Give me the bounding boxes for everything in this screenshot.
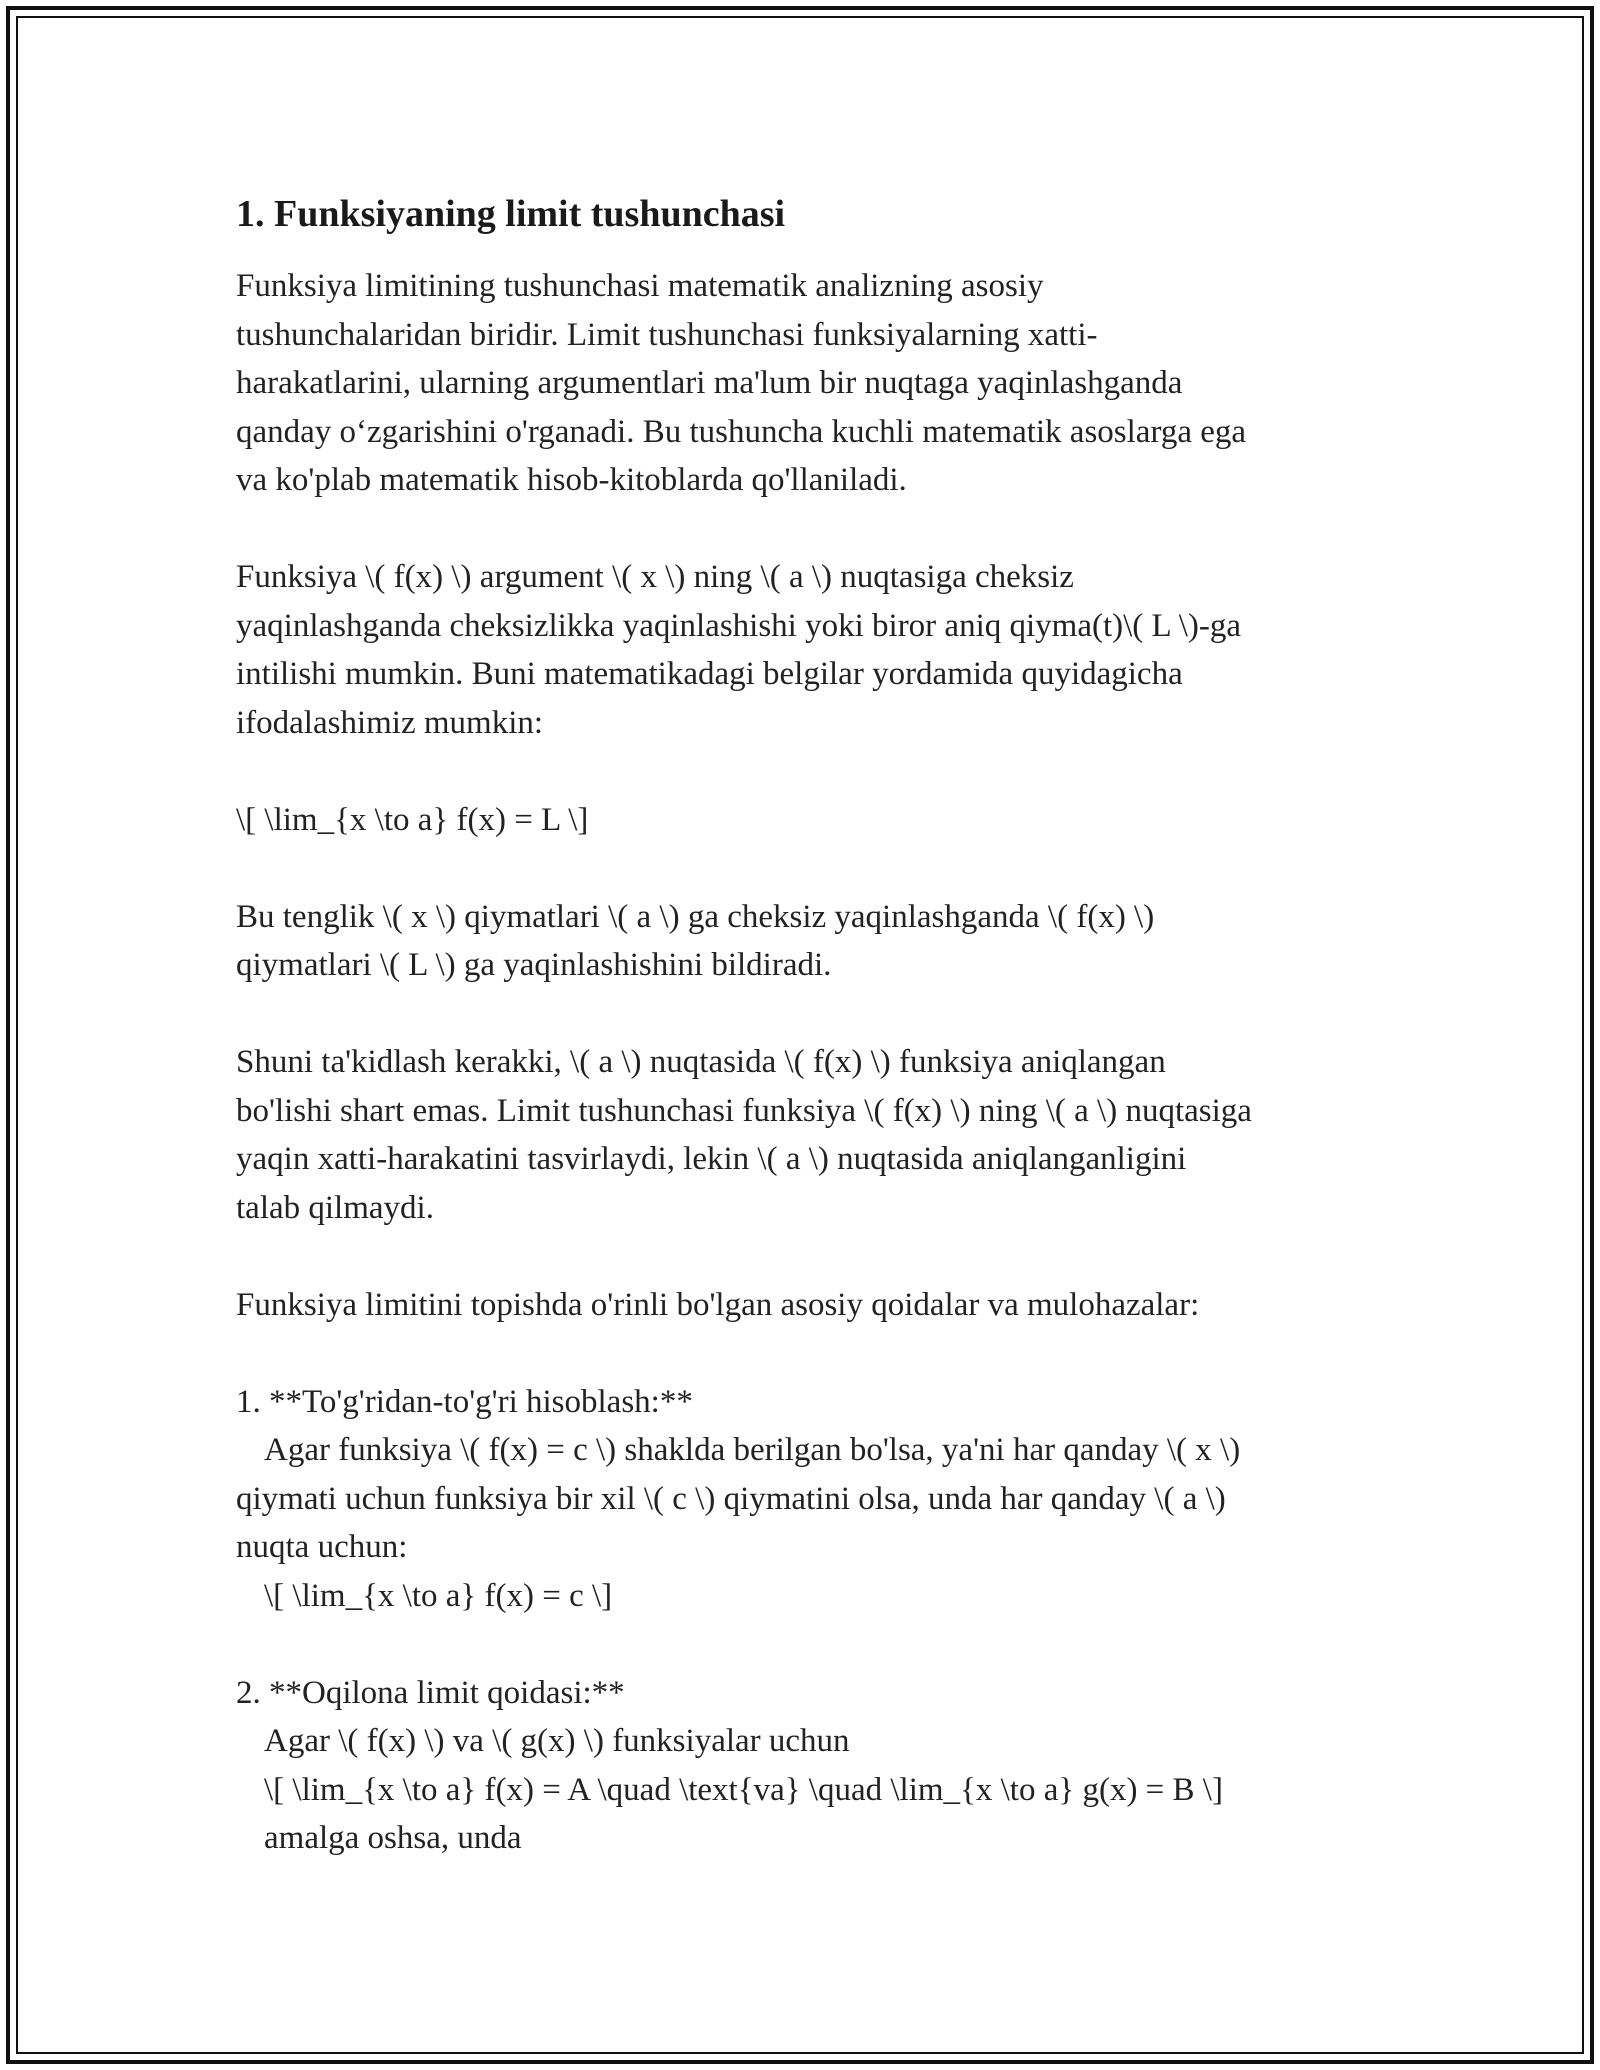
- text-line: Agar funksiya \( f(x) = c \) shakldа berilgan bo'lsa, ya'ni har qanday \( x \): [264, 1432, 1241, 1468]
- text-line: bo'lishi shart emas. Limit tushunchasi funksiya \( f(x) \) ning \( a \) nuqtasiga: [236, 1092, 1252, 1129]
- paragraph-rules-intro: [236, 1281, 1376, 1330]
- list-item-reasonable-limit-rule: [236, 1669, 1376, 1863]
- list-item-title: 1. **To'g'ridan-to'g'ri hisoblash:**: [236, 1383, 693, 1420]
- paragraph-definition: [236, 553, 1376, 747]
- text-line: Funksiya limitining tushunchasi matematik analizning asosiy: [236, 268, 1044, 304]
- text-line: yaqin xatti-harakatini tasvirlaydi, lekin \( a \) nuqtasida aniqlanganligini: [236, 1141, 1187, 1177]
- formula-line: \[ \lim_{x \to a} f(x) = c \]: [264, 1577, 613, 1614]
- text-line: yaqinlashganda cheksizlikka yaqinlashishi yoki biror aniq qiyma(t)\( L \)-ga: [236, 607, 1242, 644]
- text-line: tushunchalaridan biridir. Limit tushunchasi funksiyalarning xatti-: [236, 316, 1098, 353]
- text-line: intilishi mumkin. Buni matematikadagi belgilar yordamida quyidagicha: [236, 656, 1183, 692]
- formula-limit: [236, 796, 1376, 845]
- list-item-title: 2. **Oqilona limit qoidasi:**: [236, 1674, 625, 1711]
- document-body: [236, 186, 1376, 1911]
- text-line: talab qilmaydi.: [236, 1189, 434, 1226]
- paragraph-note: [236, 1038, 1376, 1232]
- text-line: amalga oshsa, unda: [264, 1820, 522, 1856]
- text-line: Shuni ta'kidlash kerakki, \( a \) nuqtasida \( f(x) \) funksiya aniqlangan: [236, 1044, 1166, 1080]
- text-line: qanday o‘zgarishini o'rganadi. Bu tushuncha kuchli matematik asoslarga ega: [236, 413, 1247, 450]
- text-line: harakatlarini, ularning argumentlari ma'lum bir nuqtaga yaqinlashganda: [236, 365, 1183, 401]
- text-line: Agar \( f(x) \) va \( g(x) \) funksiyalar uchun: [264, 1723, 850, 1759]
- text-line: va ko'plab matematik hisob-kitoblarda qo'llaniladi.: [236, 462, 907, 498]
- section-heading: 1. Funksiyaning limit tushunchasi: [236, 193, 786, 235]
- text-line: qiymati uchun funksiya bir xil \( c \) qiymatini olsa, unda har qanday \( a \): [236, 1480, 1226, 1517]
- text-line: Funksiya limitini topishda o'rinli bo'lgan asosiy qoidalar va mulohazalar:: [236, 1286, 1200, 1323]
- list-item-direct-calculation: [236, 1378, 1376, 1621]
- text-line: qiymatlari \( L \) ga yaqinlashishini bildiradi.: [236, 947, 832, 983]
- formula-line: \[ \lim_{x \to a} f(x) = L \]: [236, 801, 589, 838]
- text-line: Bu tenglik \( x \) qiymatlari \( a \) ga cheksiz yaqinlashganda \( f(x) \): [236, 898, 1155, 935]
- paragraph-meaning: [236, 893, 1376, 990]
- text-line: Funksiya \( f(x) \) argument \( x \) ning \( a \) nuqtasiga cheksiz: [236, 559, 1074, 595]
- paragraph-intro: [236, 262, 1376, 505]
- formula-line: \[ \lim_{x \to a} f(x) = A \quad \text{va} \quad \lim_{x \to a} g(x) = B \]: [264, 1771, 1223, 1808]
- text-line: nuqta uchun:: [236, 1529, 408, 1565]
- text-line: ifodalashimiz mumkin:: [236, 704, 544, 741]
